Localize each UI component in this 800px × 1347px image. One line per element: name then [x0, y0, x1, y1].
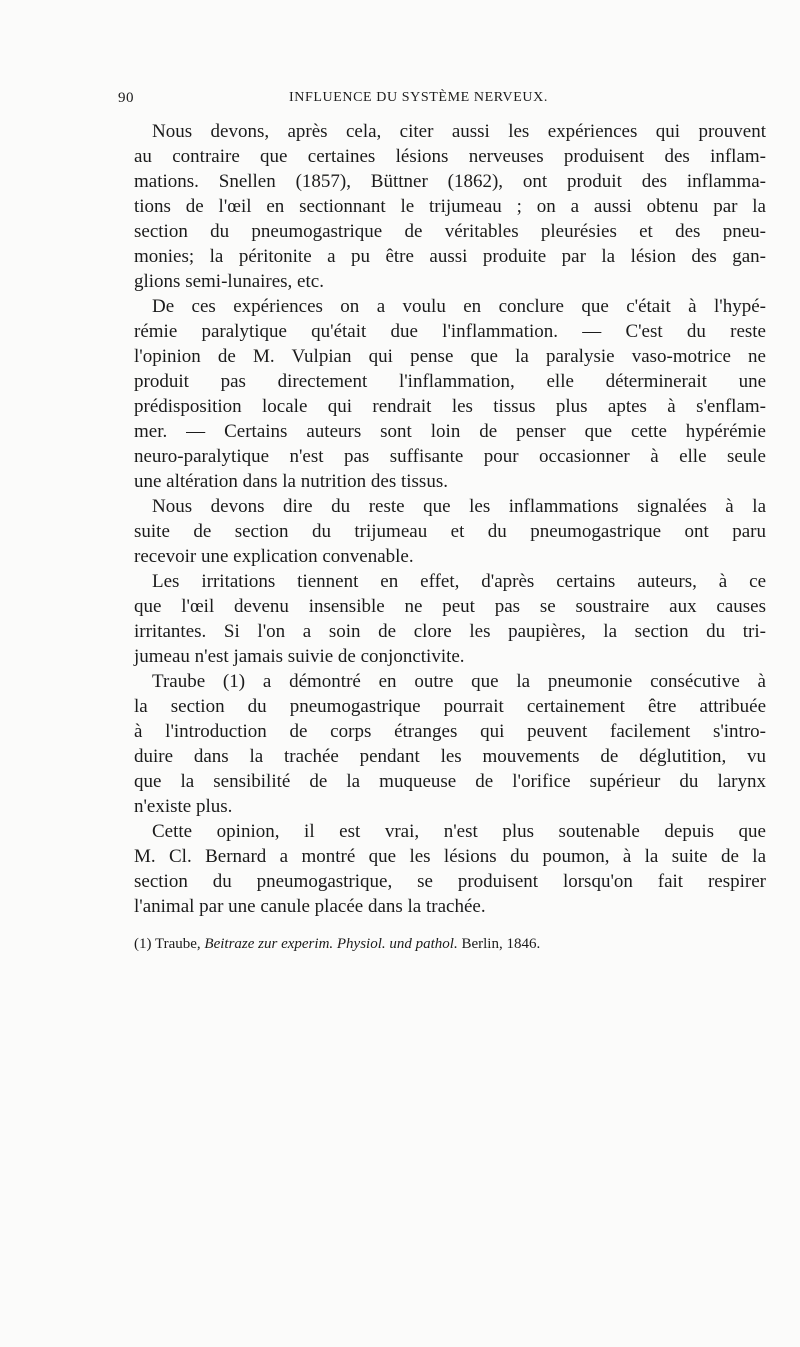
text-line: au contraire que certaines lésions nerveuses produisent des inflam-	[134, 146, 766, 167]
text-line: mer. — Certains auteurs sont loin de penser que cette hypérémie	[134, 421, 766, 442]
page-header	[118, 90, 768, 114]
footnote-prefix: (1) Traube,	[134, 936, 205, 952]
text-line: jumeau n'est jamais suivie de conjonctivite.	[134, 646, 465, 667]
text-line: la section du pneumogastrique pourrait certainement être attribuée	[134, 696, 766, 717]
text-line: section du pneumogastrique, se produisent lorsqu'on fait respirer	[134, 871, 766, 892]
text-line: l'animal par une canule placée dans la trachée.	[134, 896, 486, 917]
text-line: Nous devons, après cela, citer aussi les expériences qui prouvent	[152, 121, 766, 142]
text-line: mations. Snellen (1857), Büttner (1862), ont produit des inflamma-	[134, 171, 766, 192]
text-line: tions de l'œil en sectionnant le trijumeau ; on a aussi obtenu par la	[134, 196, 766, 217]
text-line: recevoir une explication convenable.	[134, 546, 414, 567]
text-line: De ces expériences on a voulu en conclure que c'était à l'hypé-	[152, 296, 766, 317]
text-line: produit pas directement l'inflammation, elle déterminerait une	[134, 371, 766, 392]
text-line: prédisposition locale qui rendrait les tissus plus aptes à s'enflam-	[134, 396, 766, 417]
footnote-title: Beitraze zur experim. Physiol. und pathol.	[204, 936, 458, 952]
body-text	[134, 119, 766, 919]
text-line: une altération dans la nutrition des tissus.	[134, 471, 448, 492]
text-line: duire dans la trachée pendant les mouvements de déglutition, vu	[134, 746, 766, 767]
text-line: irritantes. Si l'on a soin de clore les paupières, la section du tri-	[134, 621, 766, 642]
text-line: Les irritations tiennent en effet, d'après certains auteurs, à ce	[152, 571, 766, 592]
text-line: glions semi-lunaires, etc.	[134, 271, 324, 292]
text-line: rémie paralytique qu'était due l'inflammation. — C'est du reste	[134, 321, 766, 342]
text-line: l'opinion de M. Vulpian qui pense que la paralysie vaso-motrice ne	[134, 346, 766, 367]
text-line: suite de section du trijumeau et du pneumogastrique ont paru	[134, 521, 766, 542]
page-number: 90	[118, 90, 134, 106]
text-line: Traube (1) a démontré en outre que la pneumonie consécutive à	[152, 671, 766, 692]
text-line: que la sensibilité de la muqueuse de l'orifice supérieur du larynx	[134, 771, 766, 792]
text-line: monies; la péritonite a pu être aussi produite par la lésion des gan-	[134, 246, 766, 267]
text-line: Cette opinion, il est vrai, n'est plus soutenable depuis que	[152, 821, 766, 842]
text-line: M. Cl. Bernard a montré que les lésions du poumon, à la suite de la	[134, 846, 766, 867]
text-line: n'existe plus.	[134, 796, 233, 817]
text-line: à l'introduction de corps étranges qui peuvent facilement s'intro-	[134, 721, 766, 742]
running-head: INFLUENCE DU SYSTÈME NERVEUX.	[289, 90, 548, 105]
footnote	[134, 934, 766, 954]
text-line: neuro-paralytique n'est pas suffisante pour occasionner à elle seule	[134, 446, 766, 467]
text-line: que l'œil devenu insensible ne peut pas se soustraire aux causes	[134, 596, 766, 617]
text-line: Nous devons dire du reste que les inflammations signalées à la	[152, 496, 766, 517]
footnote-suffix: Berlin, 1846.	[457, 936, 541, 952]
text-line: section du pneumogastrique de véritables pleurésies et des pneu-	[134, 221, 766, 242]
